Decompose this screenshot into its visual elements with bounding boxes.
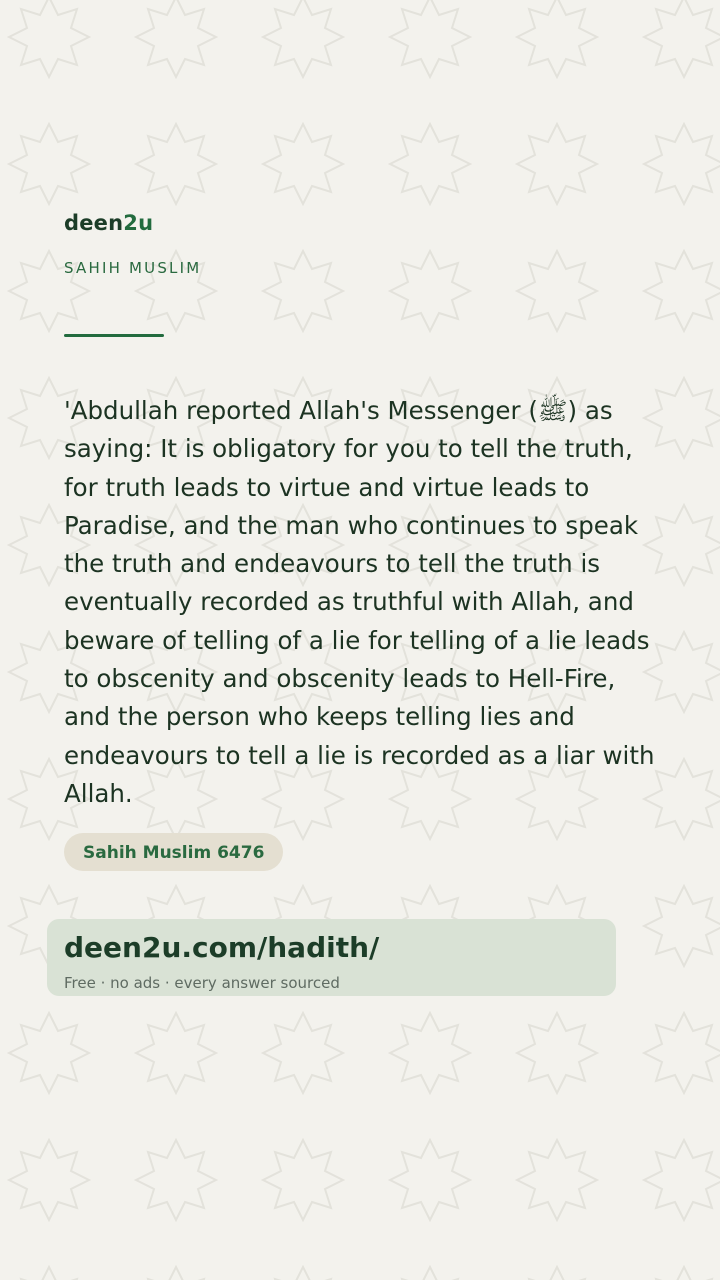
divider (64, 334, 164, 337)
link-card[interactable] (47, 919, 616, 996)
reference-badge: Sahih Muslim 6476 (64, 833, 283, 871)
brand-name: deen (64, 211, 124, 235)
brand-logo (64, 211, 153, 235)
site-tagline: Free · no ads · every answer sourced (64, 974, 340, 992)
collection-label: SAHIH MUSLIM (64, 259, 202, 277)
site-url-link[interactable]: deen2u.com/hadith/ (64, 931, 380, 964)
hadith-text: 'Abdullah reported Allah's Messenger (ﷺ) as saying: It is obligatory for you to tell the truth, for truth leads to virtue and virtue leads to Paradise, and the man who continues to speak the truth and endeavours to tell the truth is eventually recorded as truthful with Allah, and beware of telling of a lie for telling of a lie leads to obscenity and obscenity leads to Hell-Fire, and the person who keeps telling lies and endeavours to tell a lie is recorded as a liar with Allah. (64, 396, 655, 808)
brand-name-accent: 2u (123, 211, 154, 235)
